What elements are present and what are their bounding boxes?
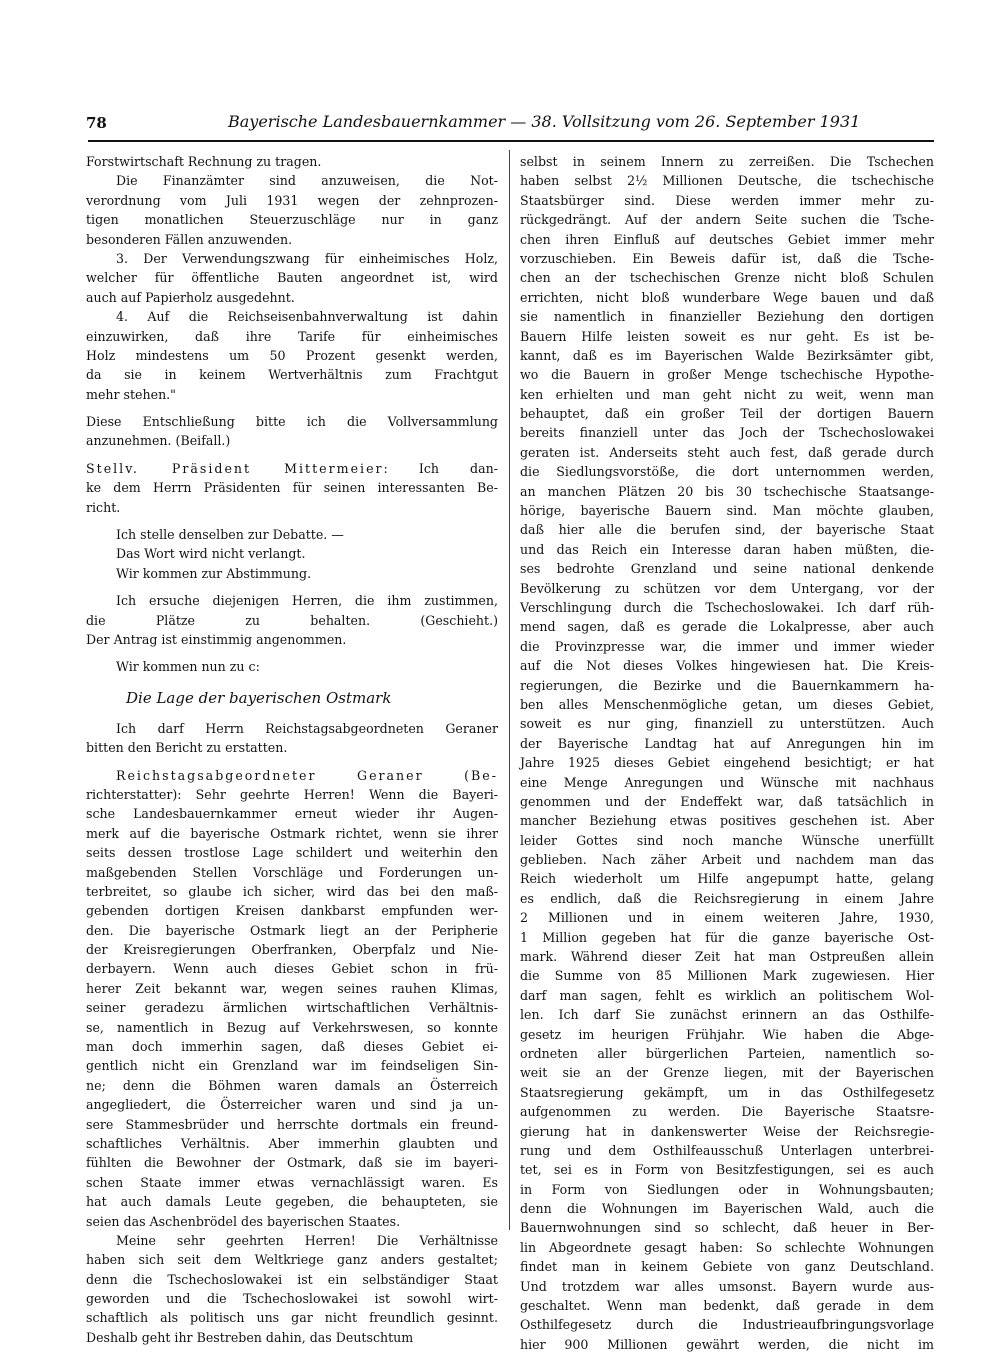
- text-line: sere Stammesbrüder und herrschte dortmals ein freund-: [86, 1116, 498, 1132]
- text-line: Verschlingung durch die Tschechoslowakei. Ich darf rüh-: [520, 599, 934, 615]
- text-line: Und trotzdem war alles umsonst. Bayern wurde aus-: [520, 1278, 934, 1294]
- text-line: ken erhielten und man geht nicht zu weit, wenn man: [520, 386, 934, 402]
- text-line: selbst in seinem Innern zu zerreißen. Die Tschechen: [520, 154, 934, 169]
- text-line: 3. Der Verwendungszwang für einheimisches Holz,: [116, 250, 498, 266]
- text-line: terbreitet, so glaube ich sicher, wird das bei den maß-: [86, 883, 498, 899]
- text-line: hier 900 Millionen gewährt werden, die nicht im: [520, 1336, 934, 1352]
- paragraph: [86, 412, 498, 451]
- text-line: denn die Tschechoslowakei ist ein selbständiger Staat: [86, 1271, 498, 1287]
- text-line: regierungen, die Bezirke und die Bauernkammern ha-: [520, 677, 934, 693]
- text-line: Ich ersuche diejenigen Herren, die ihm zustimmen,: [116, 593, 498, 609]
- page-number: 78: [86, 114, 107, 132]
- text-line: gentlich nicht ein Grenzland war im feindseligen Sin-: [86, 1058, 498, 1074]
- text-line: Holz mindestens um 50 Prozent gesenkt werden,: [86, 347, 498, 363]
- text-line: chen an der tschechischen Grenze nicht bloß Schulen: [520, 270, 934, 286]
- paragraph: [86, 719, 498, 758]
- text-line: in Form von Siedlungen oder in Wohnungsbauten;: [520, 1181, 934, 1197]
- text-line: rung und dem Osthilfeausschuß Unterlagen unterbrei-: [520, 1142, 934, 1158]
- speaker-name: Stellv. Präsident Mittermeier: [86, 460, 384, 476]
- text-line: behauptet, daß ein großer Teil der dortigen Bauern: [520, 406, 934, 422]
- right-column: [520, 152, 934, 1352]
- column-divider: [509, 150, 510, 1230]
- text-line: richt.: [86, 499, 121, 515]
- text-line: man doch immerhin sagen, daß dieses Gebiet ei-: [86, 1039, 498, 1055]
- text-line: lin Abgeordnete gesagt haben: So schlechte Wohnungen: [520, 1239, 934, 1255]
- text-line: den. Die bayerische Ostmark liegt an der Peripherie: [86, 922, 498, 938]
- text-line: bereits finanziell unter das Joch der Tschechoslowakei: [520, 425, 934, 441]
- text-line: 4. Auf die Reichseisenbahnverwaltung ist dahin: [116, 309, 498, 325]
- text-line: Reich wiederholt um Hilfe angepumpt hatte, gelang: [520, 871, 934, 887]
- text-line: schaftlich als politisch uns gar nicht freundlich gesinnt.: [86, 1310, 498, 1326]
- paragraph: [520, 152, 934, 1354]
- text-line: derbayern. Wenn auch dieses Gebiet schon in frü-: [86, 961, 498, 977]
- text-line: eine Menge Anregungen und Wünsche mit nachhaus: [520, 774, 934, 790]
- text-line: Deshalb geht ihr Bestreben dahin, das Deutschtum: [86, 1329, 414, 1345]
- paragraph: [86, 591, 498, 649]
- text-line: darf man sagen, fehlt es wirklich an politischem Wol-: [520, 987, 934, 1003]
- text-line: leider Gottes sind noch manche Wünsche unerfüllt: [520, 832, 934, 848]
- text-line: die Provinzpresse war, die immer und immer wieder: [520, 638, 934, 654]
- text-line: Staatsbürger sind. Diese werden immer mehr zu-: [520, 192, 934, 208]
- text-line: verordnung vom Juli 1931 wegen der zehnprozen-: [86, 192, 498, 208]
- text-line: Der Antrag ist einstimmig angenommen.: [86, 631, 347, 647]
- text-line: sche Landesbauernkammer erneut wieder ihr Augen-: [86, 806, 498, 822]
- paragraph-gap: [86, 758, 498, 766]
- text-line: rückgedrängt. Auf der andern Seite suchen die Tsche-: [520, 212, 934, 228]
- text-line: schaftliches Verhältnis. Aber immerhin glaubten und: [86, 1135, 498, 1151]
- text-line: Meine sehr geehrten Herren! Die Verhältnisse: [116, 1232, 498, 1248]
- text-line: findet man in keinem Gebiete von ganz Deutschland.: [520, 1259, 934, 1275]
- text-line: haben sich seit dem Weltkriege ganz anders gestaltet;: [86, 1252, 498, 1268]
- text-line: maßgebenden Stellen Vorschläge und Forderungen un-: [86, 864, 498, 880]
- text-line: fühlten die Bewohner der Ostmark, daß sie im bayeri-: [86, 1155, 498, 1171]
- text-line: soweit es nur ging, finanziell zu unterstützen. Auch: [520, 716, 934, 732]
- paragraph-gap: [86, 711, 498, 719]
- text-line: aufgenommen zu werden. Die Bayerische Staatsre-: [520, 1104, 934, 1120]
- text-line: richterstatter): Sehr geehrte Herren! Wenn die Bayeri-: [86, 786, 498, 802]
- text-line: mark. Während dieser Zeit hat man Ostpreußen allein: [520, 949, 934, 965]
- text-line: hat auch damals Leute gegeben, die behaupteten, sie: [86, 1194, 498, 1210]
- text-line: [86, 766, 498, 785]
- text-line: chen ihren Einfluß auf deutsches Gebiet immer mehr: [520, 231, 934, 247]
- text-line: daß hier alle die berufen sind, der bayerische Staat: [520, 522, 934, 538]
- text-line: len. Ich darf Sie zunächst erinnern an das Osthilfe-: [520, 1007, 934, 1023]
- paragraph-gap: [86, 404, 498, 412]
- text-line: Osthilfegesetz durch die Industrieaufbringungsvorlage: [520, 1317, 934, 1333]
- paragraph: [86, 525, 498, 583]
- text-line: vorzuschieben. Ein Beweis dafür ist, daß die Tsche-: [520, 250, 934, 266]
- text-line: seiner geradezu ärmlichen wirtschaftlichen Verhältnis-: [86, 1000, 498, 1016]
- text-line: die Plätze zu behalten. (Geschieht.): [86, 612, 498, 628]
- paragraph: [86, 657, 498, 676]
- text-line: se, namentlich in Bezug auf Verkehrswesen, so konnte: [86, 1019, 498, 1035]
- paragraph-gap: [86, 583, 498, 591]
- text-line: besonderen Fällen anzuwenden.: [86, 231, 293, 247]
- text-line: es endlich, daß die Reichsregierung in einem Jahre: [520, 890, 934, 906]
- text-line: tigen monatlichen Steuerzuschläge nur in ganz: [86, 212, 498, 228]
- text-line: merk auf die bayerische Ostmark richtet, wenn sie ihrer: [86, 825, 498, 841]
- text-line: gebenden dortigen Kreisen dankbarst empfunden wer-: [86, 903, 498, 919]
- text-line: Wir kommen nun zu c:: [116, 659, 260, 675]
- speaker-paragraph: [86, 459, 498, 517]
- text-line: mancher Beziehung etwas positives geschehen ist. Aber: [520, 813, 934, 829]
- page-header: [86, 112, 934, 138]
- text-line: seien das Aschenbrödel des bayerischen Staates.: [86, 1213, 401, 1229]
- running-header-title: Bayerische Landesbauernkammer — 38. Vollsitzung vom 26. September 1931: [228, 112, 861, 131]
- text-line: Stellv. Präsident Mittermeier: Ich dan-: [86, 460, 498, 476]
- text-line: 1 Million gegeben hat für die ganze bayerische Ost-: [520, 929, 934, 945]
- text-line: herer Zeit bekannt war, wegen seines rauhen Klimas,: [86, 980, 498, 996]
- paragraph: [86, 249, 498, 307]
- text-line: denn die Wohnungen im Bayerischen Wald, auch die: [520, 1201, 934, 1217]
- text-line: haben selbst 2½ Millionen Deutsche, die tschechische: [520, 173, 934, 189]
- text-line: da sie in keinem Wertverhältnis zum Frachtgut: [86, 367, 498, 383]
- paragraph-gap: [86, 517, 498, 525]
- text-line: anzunehmen. (Beifall.): [86, 433, 231, 449]
- text-line: geschaltet. Wenn man bedenkt, daß gerade in dem: [520, 1298, 934, 1314]
- paragraph-gap: [86, 451, 498, 459]
- text-line: auf die Not dieses Volkes hingewiesen hat. Die Kreis-: [520, 658, 934, 674]
- text-line: Bauernwohnungen sind so schlecht, daß heuer in Ber-: [520, 1220, 934, 1236]
- text-line: Ich stelle denselben zur Debatte. —: [116, 527, 344, 543]
- text-line: welcher für öffentliche Bauten angeordnet ist, wird: [86, 270, 498, 286]
- text-line: Jahre 1925 dieses Gebiet eingehend besichtigt; er hat: [520, 755, 934, 771]
- section-heading: Die Lage der bayerischen Ostmark: [126, 688, 392, 707]
- text-line: seits dessen trostlose Lage schildert und weiterhin den: [86, 845, 498, 861]
- text-line: sie namentlich in finanzieller Beziehung den dortigen: [520, 309, 934, 325]
- paragraph: [86, 152, 498, 171]
- text-line: gesetz im heurigen Frühjahr. Wie haben die Abge-: [520, 1026, 934, 1042]
- text-line: bitten den Bericht zu erstatten.: [86, 740, 288, 756]
- text-line: an manchen Plätzen 20 bis 30 tschechische Staatsange-: [520, 483, 934, 499]
- text-line: geblieben. Nach zäher Arbeit und nachdem man das: [520, 852, 934, 868]
- text-line: mend sagen, daß es gerade die Lokalpresse, aber auch: [520, 619, 934, 635]
- text-line: mehr stehen.": [86, 386, 176, 402]
- paragraph: [86, 171, 498, 249]
- text-line: schen Staate immer etwas vernachlässigt waren. Es: [86, 1174, 498, 1190]
- left-column: [86, 152, 498, 1345]
- text-line: weit sie an der Grenze liegen, mit der Bayerischen: [520, 1065, 934, 1081]
- text-line: genommen und der Endeffekt war, daß tatsächlich in: [520, 793, 934, 809]
- text-line: ne; denn die Böhmen waren damals an Österreich: [86, 1077, 498, 1093]
- text-line: ke dem Herrn Präsidenten für seinen interessanten Be-: [86, 480, 498, 496]
- text-line: geraten ist. Anderseits steht auch fest, daß gerade durch: [520, 444, 934, 460]
- paragraph: [86, 1231, 498, 1347]
- text-line: der Kreisregierungen Oberfranken, Oberpfalz und Nie-: [86, 942, 498, 958]
- text-line: der Bayerische Landtag hat auf Anregungen hin im: [520, 735, 934, 751]
- text-line: einzuwirken, daß ihre Tarife für einheimisches: [86, 328, 498, 344]
- text-line: die Summe von 85 Millionen Mark zugewiesen. Hier: [520, 968, 934, 984]
- text-line: kannt, daß es im Bayerischen Walde Bezirksämter gibt,: [520, 347, 934, 363]
- text-line: auch auf Papierholz ausgedehnt.: [86, 289, 295, 305]
- text-line: die Siedlungsvorstöße, die dort unternommen werden,: [520, 464, 934, 480]
- text-line: gierung hat in dankenswerter Weise der Reichsregie-: [520, 1123, 934, 1139]
- text-line: errichten, nicht bloß wunderbare Wege bauen und daß: [520, 289, 934, 305]
- paragraph: [86, 307, 498, 404]
- text-line: 2 Millionen und in einem weiteren Jahre, 1930,: [520, 910, 934, 926]
- text-line: Die Finanzämter sind anzuweisen, die Not-: [116, 173, 498, 189]
- text-line: Das Wort wird nicht verlangt.: [116, 546, 306, 562]
- paragraph-gap: [86, 677, 498, 685]
- text-line: ses bedrohte Grenzland und seine national denkende: [520, 561, 934, 577]
- text-line: Bauern Hilfe leisten soweit es nur geht. Es ist be-: [520, 328, 934, 344]
- header-rule: [88, 140, 934, 142]
- paragraph-gap: [86, 649, 498, 657]
- text-line: hörige, bayerische Bauern sind. Man möchte glauben,: [520, 503, 934, 519]
- text-line: Bevölkerung zu schützen vor dem Untergang, vor der: [520, 580, 934, 596]
- text-line: angegliedert, die Österreicher waren und sind ja un-: [86, 1097, 498, 1113]
- text-line: tet, sei es in Form von Besitzfestigungen, sei es auch: [520, 1162, 934, 1178]
- speaker-name: Reichstagsabgeordneter Geraner (Be-: [116, 767, 498, 783]
- text-line: ordneten aller bürgerlichen Parteien, namentlich so-: [520, 1045, 934, 1061]
- text-line: Ich darf Herrn Reichstagsabgeordneten Geraner: [116, 720, 498, 736]
- text-line: ben alles Menschenmögliche getan, um dieses Gebiet,: [520, 696, 934, 712]
- speaker-paragraph: [86, 766, 498, 1231]
- text-line: wo die Bauern in großer Menge tschechische Hypothe-: [520, 367, 934, 383]
- text-line: Staatsregierung gekämpft, um in das Osthilfegesetz: [520, 1084, 934, 1100]
- text-line: Wir kommen zur Abstimmung.: [116, 565, 312, 581]
- text-line: Diese Entschließung bitte ich die Vollversammlung: [86, 414, 498, 430]
- text-line: geworden und die Tschechoslowakei ist sowohl wirt-: [86, 1291, 498, 1307]
- text-line: Forstwirtschaft Rechnung zu tragen.: [86, 154, 322, 169]
- text-line: und das Reich ein Interesse daran haben müßten, die-: [520, 541, 934, 557]
